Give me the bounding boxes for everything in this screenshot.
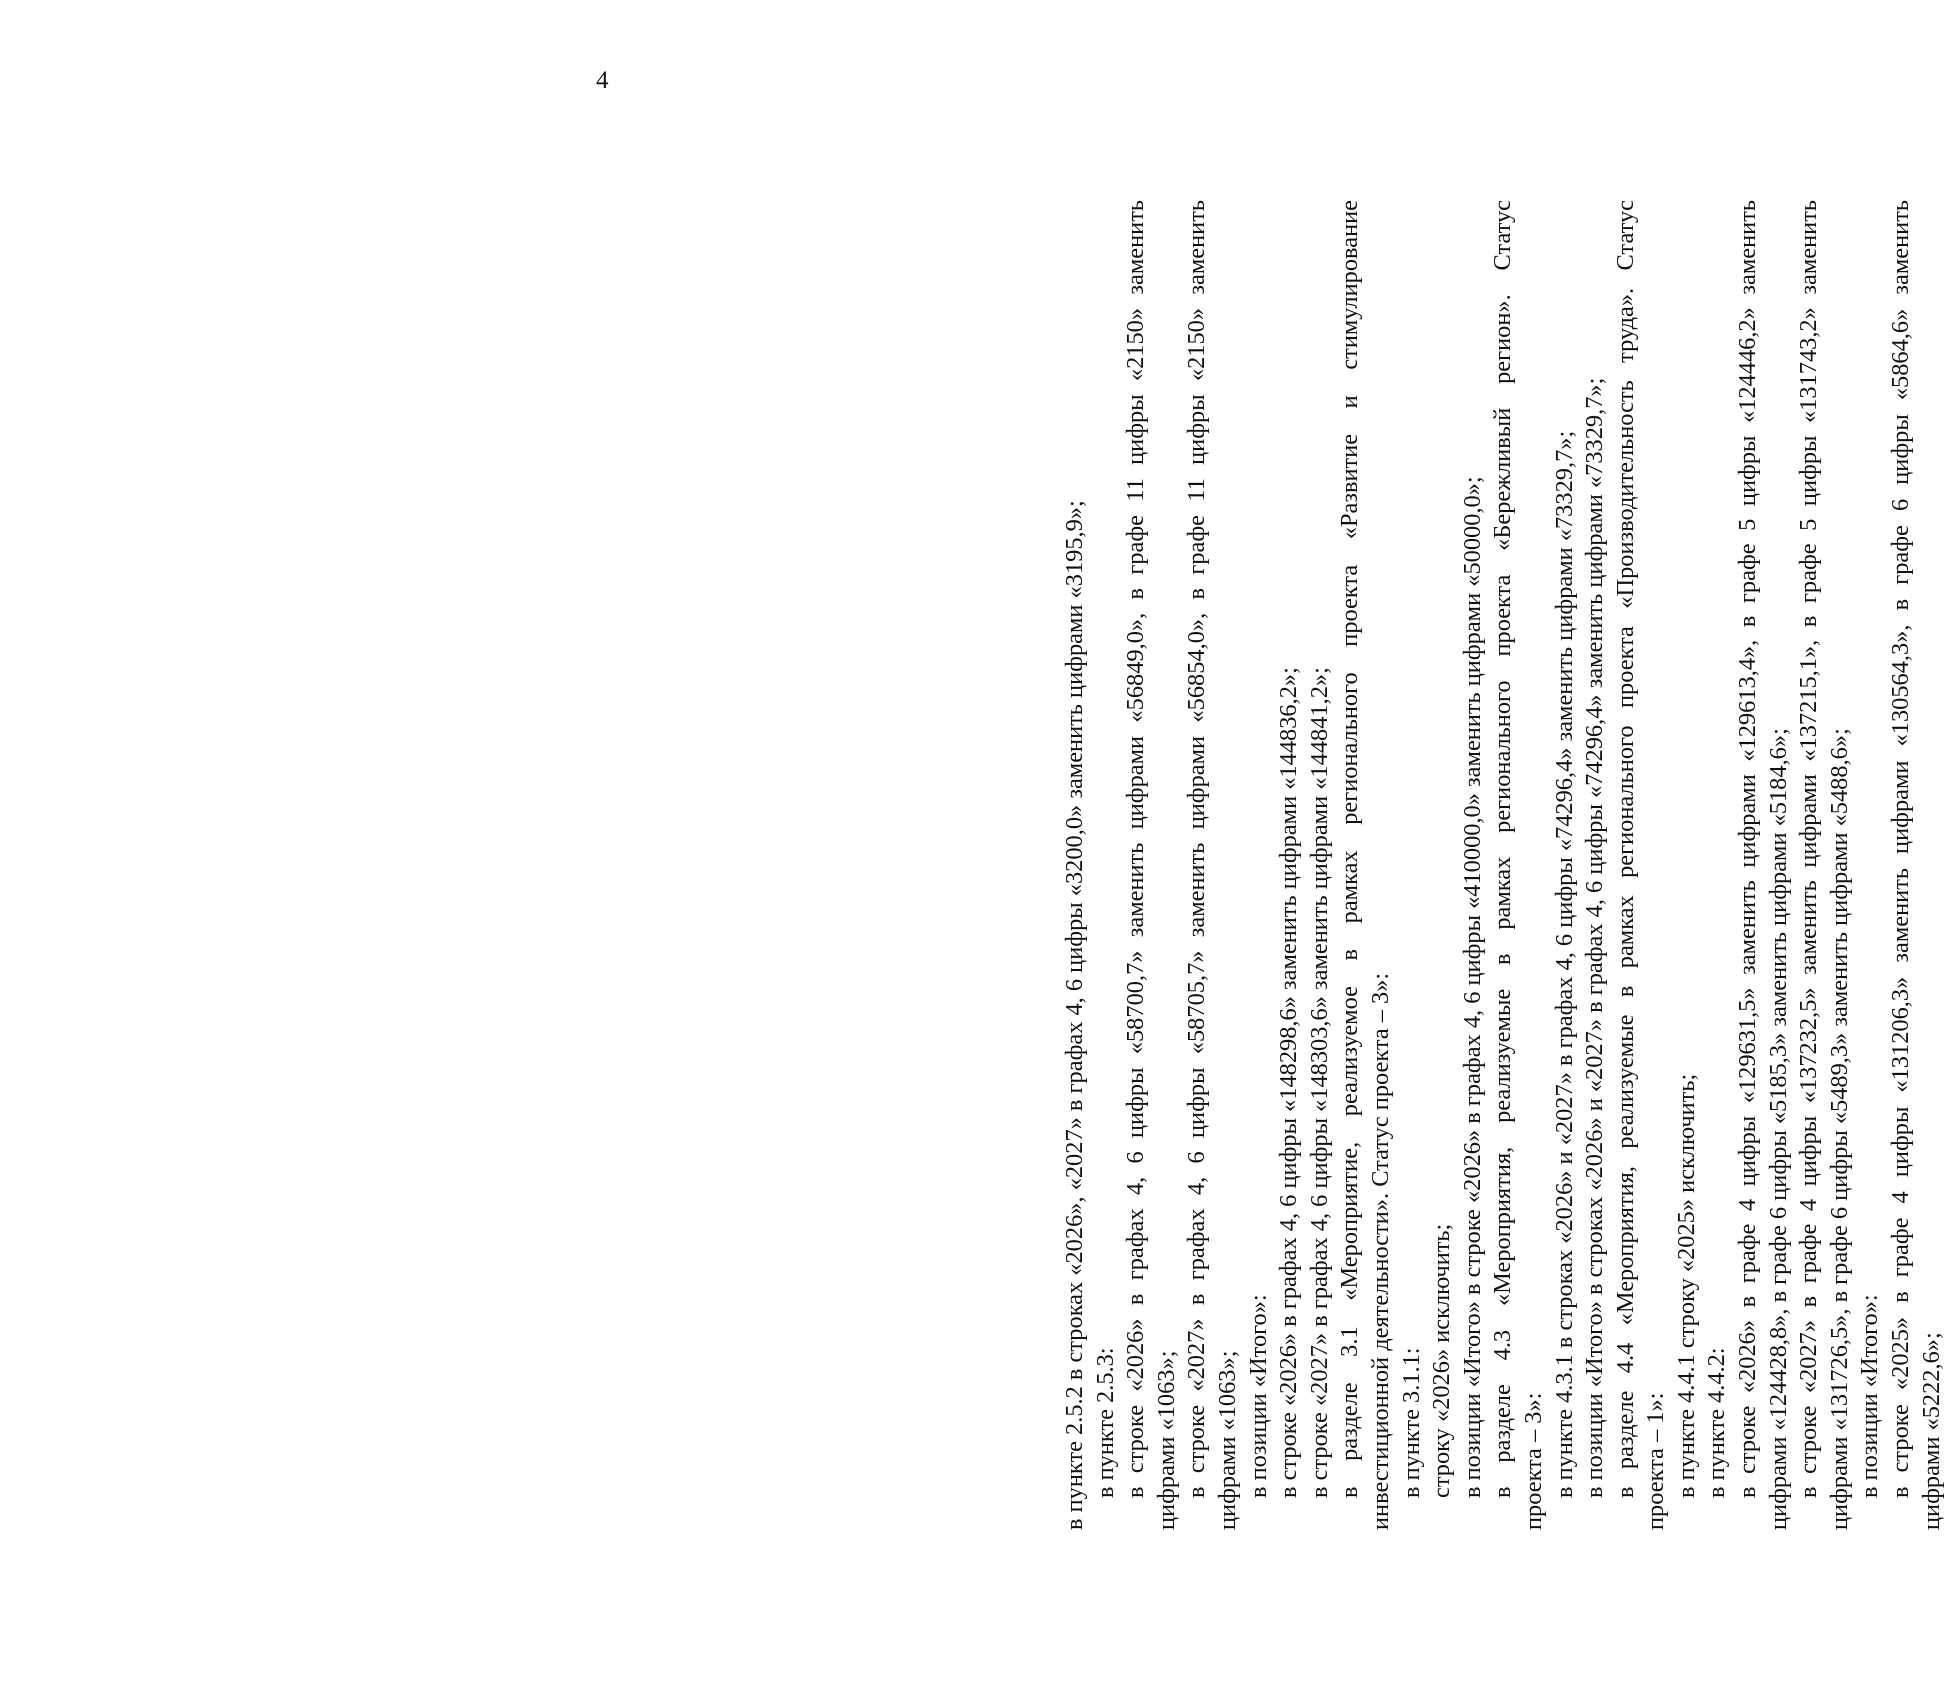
text-line: в строке «2026» в графах 4, 6 цифры «58700,7» заменить цифрами «56849,0», в графе 11 цифры «2150» заменить bbox=[1122, 200, 1150, 1498]
text-line: цифрами «1063»; bbox=[1152, 1350, 1180, 1530]
text-line: в строке «2026» в графах 4, 6 цифры «148298,6» заменить цифрами «144836,2»; bbox=[1275, 667, 1303, 1498]
text-line: в строке «2027» в графах 4, 6 цифры «148303,6» заменить цифрами «144841,2»; bbox=[1305, 667, 1333, 1498]
text-line: в строке «2027» в графах 4, 6 цифры «58705,7» заменить цифрами «56854,0», в графе 11 цифры «2150» заменить bbox=[1183, 200, 1211, 1498]
text-line: в пункте 3.1.1: bbox=[1397, 1347, 1425, 1498]
text-line: в пункте 4.4.1 строку «2025» исключить; bbox=[1672, 1073, 1700, 1498]
text-line: в разделе 3.1 «Мероприятие, реализуемое в рамках регионального проекта «Развитие и стимулирование bbox=[1336, 200, 1364, 1498]
text-line: проекта – 3»: bbox=[1519, 1392, 1547, 1530]
text-line: цифрами «124428,8», в графе 6 цифры «5185,3» заменить цифрами «5184,6»; bbox=[1764, 728, 1792, 1530]
text-line: цифрами «5222,6»; bbox=[1917, 1332, 1945, 1530]
text-line: строку «2026» исключить; bbox=[1428, 1223, 1456, 1498]
page-number: 4 bbox=[596, 67, 609, 94]
text-line: в позиции «Итого» в строке «2026» в графах 4, 6 цифры «410000,0» заменить цифрами «50000,0»; bbox=[1458, 476, 1486, 1498]
text-line: в разделе 4.3 «Мероприятия, реализуемые в рамках регионального проекта «Бережливый регион». Статус bbox=[1489, 200, 1517, 1498]
text-line: в строке «2025» в графе 4 цифры «131206,3» заменить цифрами «130564,3», в графе 6 цифры «5864,6» заменить bbox=[1887, 200, 1915, 1498]
rotated-text-block bbox=[1060, 200, 1950, 1530]
text-line: цифрами «131726,5», в графе 6 цифры «5489,3» заменить цифрами «5488,6»; bbox=[1825, 728, 1853, 1530]
text-line: в строке «2027» в графе 4 цифры «137232,5» заменить цифрами «137215,1», в графе 5 цифры «131743,2» заменить bbox=[1795, 200, 1823, 1498]
text-line: в разделе 4.4 «Мероприятия, реализуемые в рамках регионального проекта «Производительность труда». Статус bbox=[1611, 200, 1639, 1498]
text-line: в строке «2026» в графе 4 цифры «129631,5» заменить цифрами «129613,4», в графе 5 цифры «124446,2» заменить bbox=[1734, 200, 1762, 1498]
text-line: в пункте 2.5.2 в строках «2026», «2027» в графах 4, 6 цифры «3200,0» заменить цифрами «3195,9»; bbox=[1061, 500, 1088, 1530]
text-line: в пункте 4.3.1 в строках «2026» и «2027» в графах 4, 6 цифры «74296,4» заменить цифрами «73329,7»; bbox=[1550, 430, 1578, 1498]
text-line: в позиции «Итого»: bbox=[1856, 1294, 1884, 1498]
text-line: в пункте 2.5.3: bbox=[1091, 1347, 1119, 1498]
text-line: в позиции «Итого»: bbox=[1244, 1294, 1272, 1498]
text-line: инвестиционной деятельности». Статус проекта – 3»: bbox=[1366, 972, 1394, 1530]
text-line: проекта – 1»: bbox=[1642, 1392, 1670, 1530]
text-line: в позиции «Итого» в строках «2026» и «2027» в графах 4, 6 цифры «74296,4» заменить цифрами «73329,7»; bbox=[1581, 377, 1609, 1498]
text-line: цифрами «1063»; bbox=[1213, 1350, 1241, 1530]
text-line: в пункте 4.4.2: bbox=[1703, 1347, 1731, 1498]
